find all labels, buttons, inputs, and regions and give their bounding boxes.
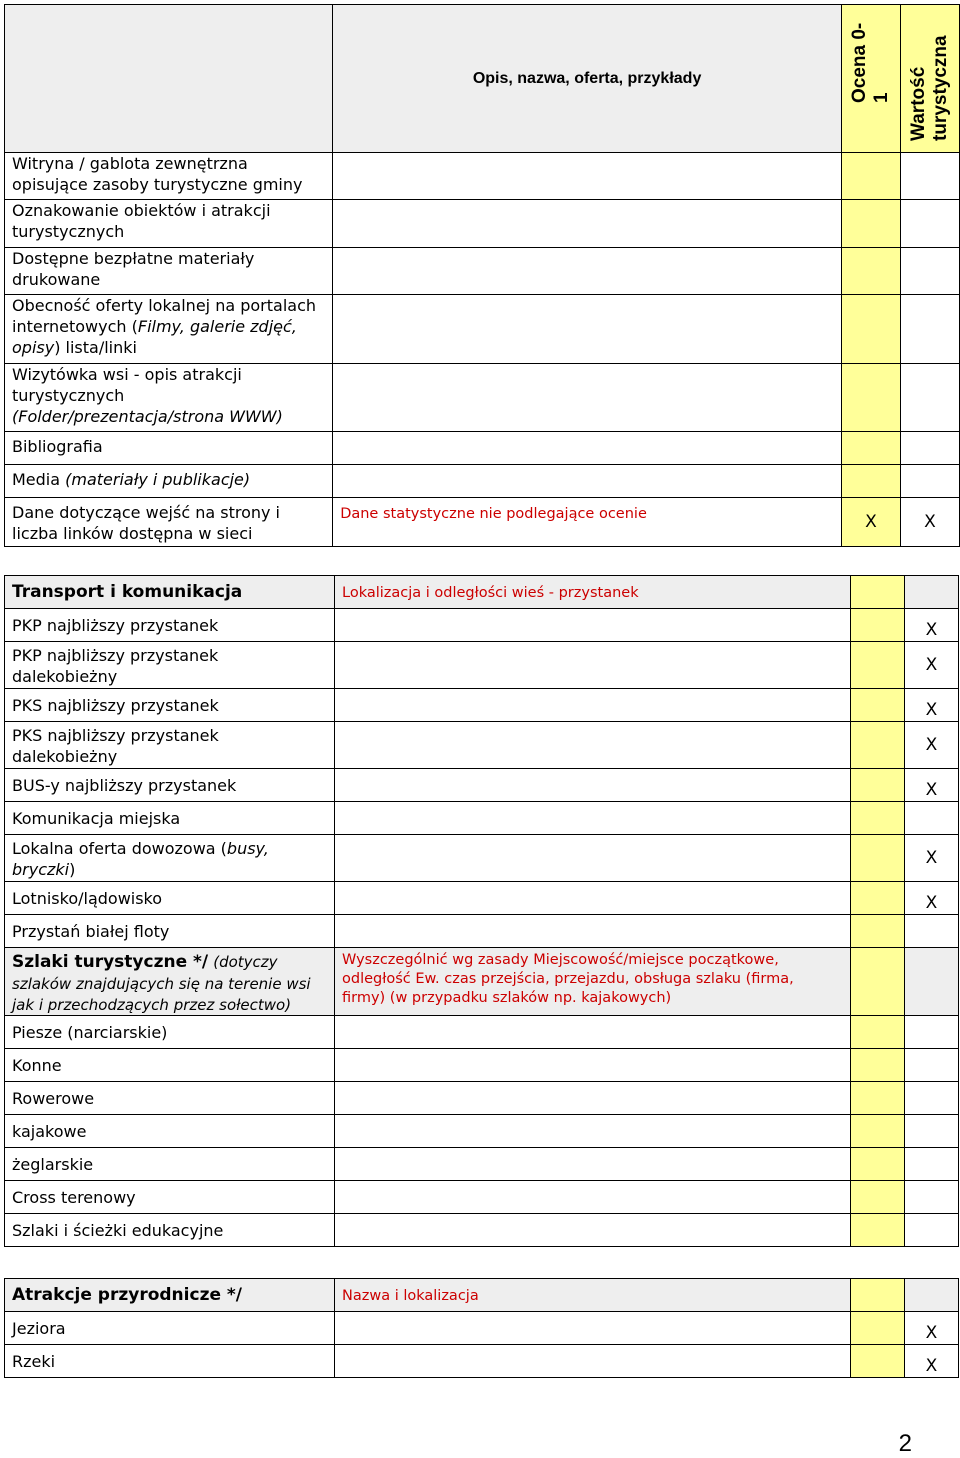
table-row <box>5 498 960 547</box>
row-label: Oznakowanie obiektów i atrakcji turystycznych <box>5 200 333 248</box>
row-label: Witryna / gablota zewnętrzna opisujące zasoby turystyczne gminy <box>5 153 333 200</box>
section-title: Atrakcje przyrodnicze */ <box>5 1279 335 1312</box>
row-label: Lotnisko/lądowisko <box>5 882 335 915</box>
value-mark: X <box>925 780 938 800</box>
table-row <box>5 364 960 432</box>
row-label: PKP najbliższy przystanek <box>5 609 335 642</box>
table-row <box>5 915 959 948</box>
row-label: PKS najbliższy przystanek <box>5 689 335 722</box>
table-promotion <box>4 4 960 547</box>
row-label: Cross terenowy <box>5 1181 335 1214</box>
section-description: Wyszczególnić wg zasady Miejscowość/miejsce początkowe, odległość Ew. czas przejścia, przejazdu, obsługa szlaku (firma, firmy) (w przypadku szlaków np. kajakowych) <box>342 952 794 1006</box>
table-row <box>5 1082 959 1115</box>
value-mark: X <box>924 512 936 532</box>
header-description: Opis, nazwa, oferta, przykłady <box>333 5 842 153</box>
table-row <box>5 1181 959 1214</box>
row-label: Obecność oferty lokalnej na portalach internetowych (Filmy, galerie zdjęć, opisy) lista/linki <box>5 295 333 364</box>
value-mark: X <box>925 655 938 675</box>
section-header-row <box>5 1279 959 1312</box>
value-mark: X <box>925 700 938 720</box>
table-row <box>5 882 959 915</box>
header-score <box>841 5 900 153</box>
value-mark: X <box>925 893 938 913</box>
table-nature <box>4 1278 959 1378</box>
table-row <box>5 248 960 295</box>
table-row <box>5 1049 959 1082</box>
table-row <box>5 1115 959 1148</box>
section-description: Lokalizacja i odległości wieś - przystanek <box>342 585 639 601</box>
table-row <box>5 200 960 248</box>
row-label: Bibliografia <box>5 432 333 465</box>
row-label: PKP najbliższy przystanek dalekobieżny <box>5 642 335 689</box>
table-row <box>5 722 959 769</box>
row-label: żeglarskie <box>5 1148 335 1181</box>
section-title: Transport i komunikacja <box>5 576 335 609</box>
row-label: Komunikacja miejska <box>5 802 335 835</box>
table-row <box>5 432 960 465</box>
row-label: Rowerowe <box>5 1082 335 1115</box>
table-row <box>5 609 959 642</box>
header-value-label: Wartość turystyczna <box>907 35 951 141</box>
table-row <box>5 769 959 802</box>
row-label: Dostępne bezpłatne materiały drukowane <box>5 248 333 295</box>
row-label: kajakowe <box>5 1115 335 1148</box>
table-row <box>5 295 960 364</box>
table-row <box>5 689 959 722</box>
row-label: Media (materiały i publikacje) <box>5 465 333 498</box>
section-header-row <box>5 576 959 609</box>
table-row <box>5 153 960 200</box>
table-row <box>5 1016 959 1049</box>
table-row <box>5 1312 959 1345</box>
value-mark: X <box>925 620 938 640</box>
table-row <box>5 1148 959 1181</box>
row-label: Lokalna oferta dowozowa (busy, bryczki) <box>5 835 335 882</box>
table-row <box>5 1345 959 1378</box>
score-mark: X <box>865 512 877 532</box>
row-label: Wizytówka wsi - opis atrakcji turystycznych (Folder/prezentacja/strona WWW) <box>5 364 333 432</box>
header-score-label: Ocena 0-1 <box>848 22 892 103</box>
row-label: Konne <box>5 1049 335 1082</box>
table-transport <box>4 575 959 1247</box>
header-row <box>5 5 960 153</box>
table-row <box>5 1214 959 1247</box>
table-row <box>5 642 959 689</box>
row-description: Dane statystyczne nie podlegające ocenie <box>340 506 647 522</box>
row-label: Dane dotyczące wejść na strony i liczba linków dostępna w sieci <box>5 498 333 547</box>
row-label: BUS-y najbliższy przystanek <box>5 769 335 802</box>
value-mark: X <box>925 1356 938 1376</box>
row-label: Piesze (narciarskie) <box>5 1016 335 1049</box>
section-title-cell <box>5 948 335 1016</box>
table-row <box>5 835 959 882</box>
table-row <box>5 802 959 835</box>
section-header-row <box>5 948 959 1016</box>
row-label: Jeziora <box>5 1312 335 1345</box>
page-number: 2 <box>898 1430 912 1457</box>
row-label: Szlaki i ścieżki edukacyjne <box>5 1214 335 1247</box>
value-mark: X <box>925 1323 938 1343</box>
value-mark: X <box>925 848 938 868</box>
value-mark: X <box>925 735 938 755</box>
header-empty-cell <box>5 5 333 153</box>
section-title-note: (dotyczy szlaków znajdujących się na terenie wsi jak i przechodzących przez sołectwo) <box>12 953 311 1014</box>
section-title: Szlaki turystyczne */ <box>12 952 209 972</box>
row-label: Przystań białej floty <box>5 915 335 948</box>
section-description: Nazwa i lokalizacja <box>342 1288 479 1304</box>
header-value <box>900 5 959 153</box>
row-label: Rzeki <box>5 1345 335 1378</box>
table-row <box>5 465 960 498</box>
row-label: PKS najbliższy przystanek dalekobieżny <box>5 722 335 769</box>
